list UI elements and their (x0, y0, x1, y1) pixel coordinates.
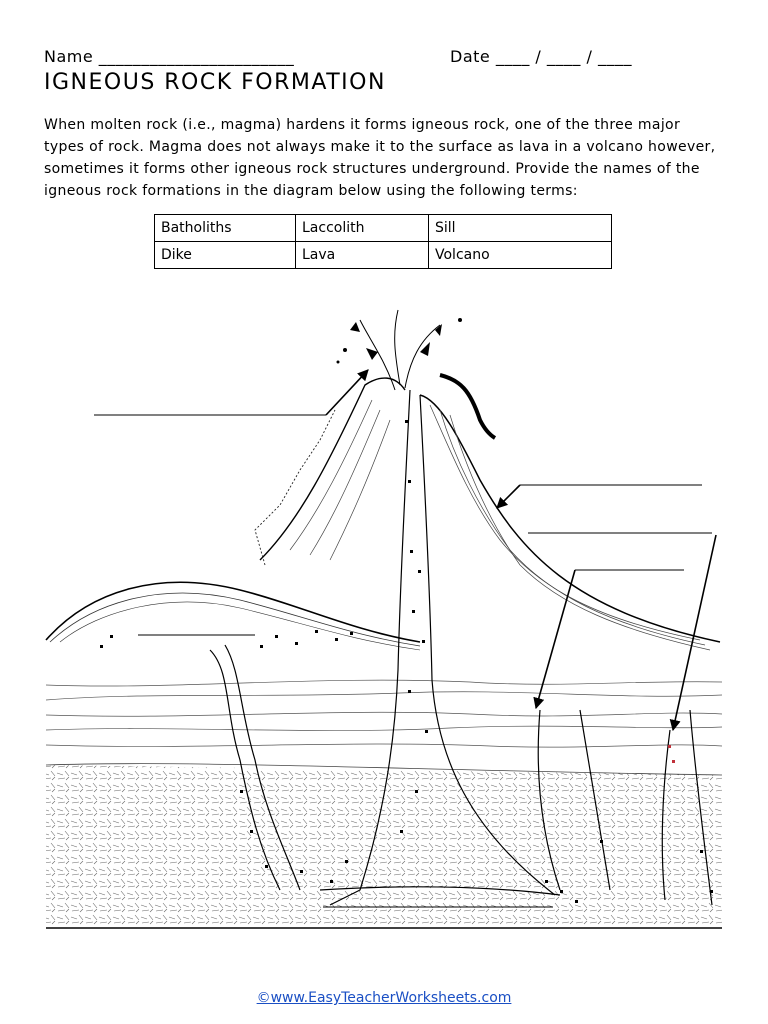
footer-link[interactable]: ©www.EasyTeacherWorksheets.com (256, 990, 512, 1006)
igneous-rock-diagram (0, 290, 768, 940)
page-title: IGNEOUS ROCK FORMATION (44, 70, 386, 95)
crust-layer (46, 765, 722, 925)
volcano-cone (255, 378, 720, 650)
rock-layers (46, 680, 722, 747)
term-cell: Dike (155, 242, 296, 269)
term-cell: Laccolith (296, 215, 429, 242)
term-cell: Volcano (429, 242, 612, 269)
name-field[interactable]: Name _______________________ (44, 47, 295, 66)
lava-eruption (337, 310, 496, 438)
term-cell: Sill (429, 215, 612, 242)
terms-table (154, 214, 612, 269)
term-cell: Lava (296, 242, 429, 269)
table-row (155, 242, 612, 269)
laccolith-dome (46, 582, 420, 642)
term-cell: Batholiths (155, 215, 296, 242)
intro-paragraph: When molten rock (i.e., magma) hardens it forms igneous rock, one of the three major types of rock. Magma does not always make it to the surface as lava in a volcano however, sometimes it forms other igneous rock structures underground. Provide the names of the igneous rock formations in the diagram below using the following terms: (44, 117, 716, 199)
date-field[interactable]: Date ____ / ____ / ____ (450, 47, 632, 66)
footer (0, 990, 768, 1006)
label-arrows (326, 370, 716, 730)
table-row (155, 215, 612, 242)
header-row (44, 47, 724, 71)
